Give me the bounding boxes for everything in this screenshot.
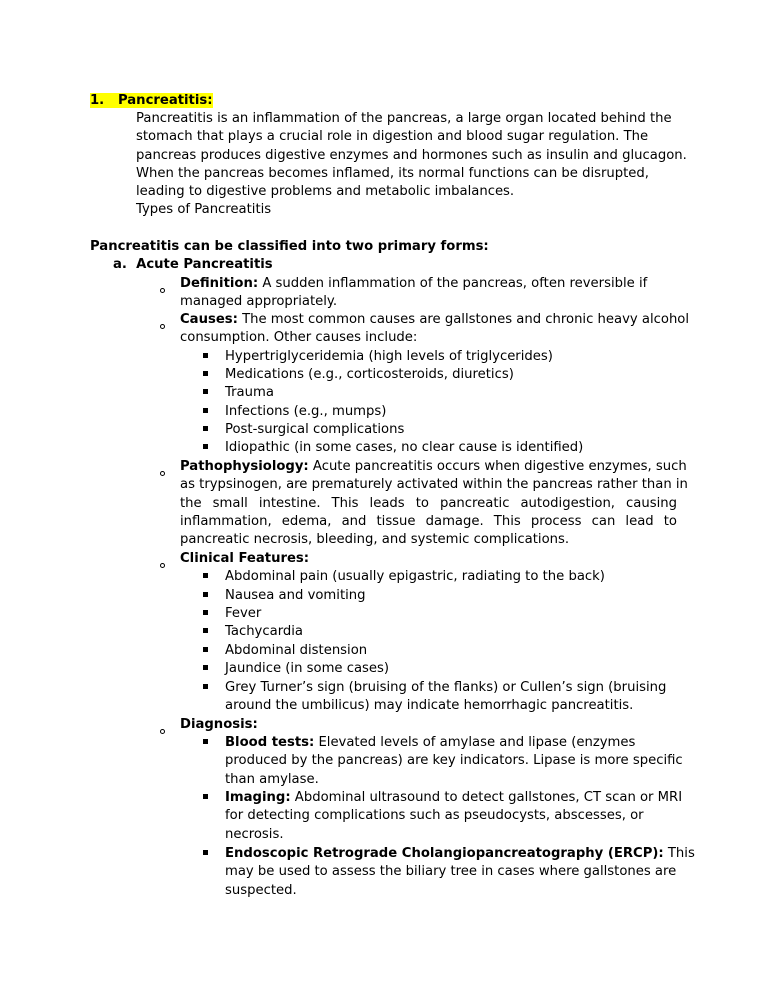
intro-line: stomach that plays a crucial role in digestion and blood sugar regulation. The xyxy=(136,129,649,145)
square-bullet-icon xyxy=(203,353,208,358)
types-line: Types of Pancreatitis xyxy=(136,202,272,218)
list-item: Jaundice (in some cases) xyxy=(225,661,390,676)
square-bullet-icon xyxy=(203,389,208,394)
clinical-features-item xyxy=(180,550,309,568)
causes-item: Causes: The most common causes are gallstones and chronic heavy alcohol consumption. Other causes include: xyxy=(180,312,690,346)
intro-line: Pancreatitis is an inflammation of the pancreas, a large organ located behind the xyxy=(136,111,672,126)
square-bullet-icon xyxy=(203,850,208,855)
diagnosis-item xyxy=(180,716,258,734)
list-item: Endoscopic Retrograde Cholangiopancreatography (ERCP): This may be used to assess the biliary tree in cases where gallstones are suspected. xyxy=(225,846,695,898)
list-item: Medications (e.g., corticosteroids, diuretics) xyxy=(225,367,514,382)
heading-title: Pancreatitis: xyxy=(117,93,213,108)
intro-line: leading to digestive problems and metabolic imbalances. xyxy=(136,184,515,200)
square-bullet-icon xyxy=(203,684,208,689)
clinical-term: Clinical Features: xyxy=(180,551,310,566)
classification-heading: Pancreatitis can be classified into two primary forms: xyxy=(90,239,489,254)
heading-number: 1. xyxy=(90,93,105,108)
intro-paragraph xyxy=(136,110,687,220)
square-bullet-icon xyxy=(203,610,208,615)
square-bullet-icon xyxy=(203,444,208,449)
definition-term: Definition: xyxy=(180,276,259,291)
causes-term: Causes: xyxy=(180,312,238,327)
list-item: Post-surgical complications xyxy=(225,422,405,437)
square-bullet-icon xyxy=(203,408,208,413)
square-bullet-icon xyxy=(203,647,208,652)
circle-bullet-icon xyxy=(160,324,165,329)
definition-item: Definition: A sudden inflammation of the pancreas, often reversible if managed appropriately. xyxy=(180,276,648,310)
list-item: Fever xyxy=(225,606,262,621)
square-bullet-icon xyxy=(203,665,208,670)
list-item: Trauma xyxy=(225,385,274,400)
acute-label: a. xyxy=(113,257,127,272)
ercp-term: Endoscopic Retrograde Cholangiopancreatography (ERCP): xyxy=(225,846,664,861)
imaging-term: Imaging: xyxy=(225,790,291,805)
list-item: Blood tests: Elevated levels of amylase and lipase (enzymes produced by the pancreas) are key indicators. Lipase is more specific than amylase. xyxy=(225,735,683,787)
intro-line: When the pancreas becomes inflamed, its normal functions can be disrupted, xyxy=(136,165,649,181)
circle-bullet-icon xyxy=(160,729,165,734)
square-bullet-icon xyxy=(203,794,208,799)
list-item: Hypertriglyceridemia (high levels of triglycerides) xyxy=(225,349,553,364)
list-item: Abdominal pain (usually epigastric, radiating to the back) xyxy=(225,569,605,584)
square-bullet-icon xyxy=(203,739,208,744)
square-bullet-icon xyxy=(203,592,208,597)
intro-line: pancreas produces digestive enzymes and hormones such as insulin and glucagon. xyxy=(136,147,687,163)
circle-bullet-icon xyxy=(160,563,165,568)
blood-tests-term: Blood tests: xyxy=(225,735,315,750)
square-bullet-icon xyxy=(203,628,208,633)
diagnosis-term: Diagnosis: xyxy=(180,717,258,732)
circle-bullet-icon xyxy=(160,288,165,293)
square-bullet-icon xyxy=(203,371,208,376)
section-heading xyxy=(90,92,213,110)
list-item: Grey Turner’s sign (bruising of the flanks) or Cullen’s sign (bruising around the umbilicus) may indicate hemorrhagic pancreatitis. xyxy=(225,680,667,714)
list-item: Idiopathic (in some cases, no clear cause is identified) xyxy=(225,440,584,455)
list-item: Tachycardia xyxy=(225,624,304,639)
circle-bullet-icon xyxy=(160,471,165,476)
square-bullet-icon xyxy=(203,426,208,431)
acute-heading xyxy=(113,256,273,274)
pathophysiology-item: Pathophysiology: Acute pancreatitis occurs when digestive enzymes, such as trypsinogen, are prematurely activated within the pancreas rather than in the small intestine. This leads to pancreatic autodigestion, causing inflammation, edema, and tissue damage. This process can lead to pancreatic necrosis, bleeding, and systemic complications. xyxy=(180,459,688,548)
list-item: Nausea and vomiting xyxy=(225,588,366,603)
acute-title: Acute Pancreatitis xyxy=(136,257,273,272)
list-item: Imaging: Abdominal ultrasound to detect gallstones, CT scan or MRI for detecting complications such as pseudocysts, abscesses, or necrosis. xyxy=(225,790,683,842)
list-item: Abdominal distension xyxy=(225,643,368,658)
square-bullet-icon xyxy=(203,573,208,578)
list-item: Infections (e.g., mumps) xyxy=(225,404,387,419)
pathophysiology-term: Pathophysiology: xyxy=(180,459,309,474)
